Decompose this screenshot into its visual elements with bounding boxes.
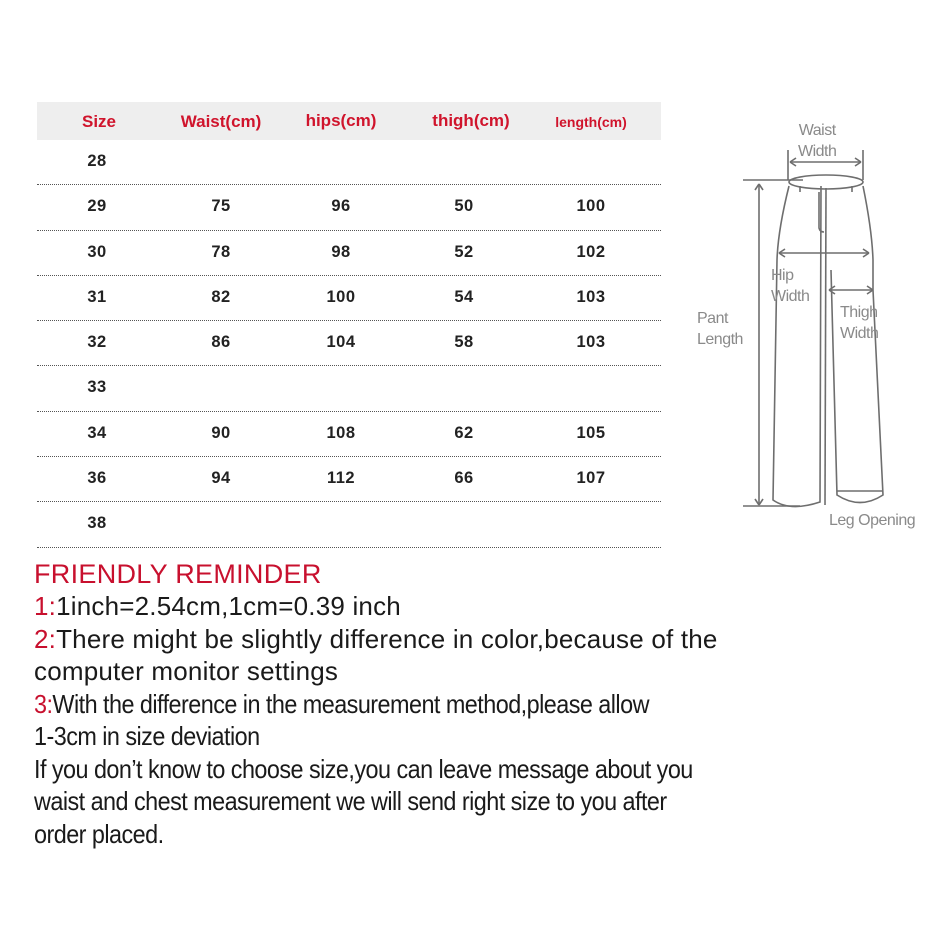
reminder-title: FRIENDLY REMINDER <box>34 559 322 589</box>
cell-waist: 86 <box>211 333 231 352</box>
cell-hips: 104 <box>326 333 356 352</box>
header-hips: hips(cm) <box>305 111 377 130</box>
cell-waist: 90 <box>211 423 231 442</box>
reminder-note-line-3: order placed. <box>34 818 164 849</box>
table-header <box>37 102 661 140</box>
cell-length: 103 <box>576 333 606 352</box>
cell-size: 29 <box>87 197 107 216</box>
cell-length: 107 <box>576 469 606 488</box>
cell-thigh: 52 <box>454 242 474 261</box>
cell-thigh: 50 <box>454 197 474 216</box>
cell-size: 36 <box>87 469 107 488</box>
table-row <box>37 140 661 185</box>
cell-waist: 94 <box>211 469 231 488</box>
reminder-item-2: 2:There might be slightly difference in color,because of the <box>34 623 718 654</box>
cell-length: 105 <box>576 423 606 442</box>
cell-waist: 75 <box>211 197 231 216</box>
header-waist: Waist(cm) <box>180 112 262 131</box>
cell-size: 30 <box>87 242 107 261</box>
cell-size: 34 <box>87 423 107 442</box>
cell-waist: 78 <box>211 242 231 261</box>
cell-hips: 98 <box>331 242 351 261</box>
cell-length: 102 <box>576 242 606 261</box>
header-size: Size <box>81 112 117 131</box>
size-chart-table <box>37 102 661 548</box>
reminder-item-1: 1:1inch=2.54cm,1cm=0.39 inch <box>34 591 401 621</box>
reminder-note-line-1: If you don’t know to choose size,you can leave message about you <box>34 753 693 784</box>
cell-hips: 96 <box>331 197 351 216</box>
cell-length: 103 <box>576 287 606 306</box>
leg-opening-label: Leg Opening <box>829 512 916 529</box>
table-row <box>37 231 661 276</box>
cell-hips: 100 <box>326 287 356 306</box>
header-thigh: thigh(cm) <box>432 111 510 130</box>
table-row <box>37 276 661 321</box>
cell-thigh: 54 <box>454 287 474 306</box>
reminder-item-3-cont: 1-3cm in size deviation <box>34 721 260 751</box>
reminder-item-2-cont: computer monitor settings <box>34 656 339 686</box>
thigh-width-label: Thigh Width <box>840 304 879 342</box>
cell-size: 31 <box>87 287 107 306</box>
table-row <box>37 412 661 457</box>
table-body <box>37 140 661 548</box>
table-row <box>37 321 661 366</box>
cell-size: 28 <box>87 152 107 170</box>
table-row <box>37 502 661 547</box>
reminder-note-line-2: waist and chest measurement we will send right size to you after <box>34 786 667 816</box>
cell-thigh: 66 <box>454 469 474 488</box>
cell-size: 33 <box>87 378 107 397</box>
waist-width-label: Waist Width <box>798 122 837 160</box>
cell-thigh: 62 <box>454 423 474 442</box>
table-row <box>37 457 661 502</box>
friendly-reminder <box>34 558 934 850</box>
cell-waist: 82 <box>211 287 231 306</box>
header-length: length(cm) <box>555 114 627 130</box>
pants-measurement-diagram <box>690 110 950 540</box>
cell-length: 100 <box>576 197 606 216</box>
reminder-item-3: 3:With the difference in the measurement method,please allow <box>34 688 649 719</box>
cell-thigh: 58 <box>454 333 474 352</box>
cell-size: 38 <box>87 514 107 533</box>
pant-length-label: Pant Length <box>697 310 743 348</box>
table-row <box>37 366 661 411</box>
cell-hips: 112 <box>326 469 356 488</box>
cell-hips: 108 <box>326 423 356 442</box>
cell-size: 32 <box>87 333 107 352</box>
table-row <box>37 185 661 230</box>
hip-width-label: Hip Width <box>771 267 810 305</box>
